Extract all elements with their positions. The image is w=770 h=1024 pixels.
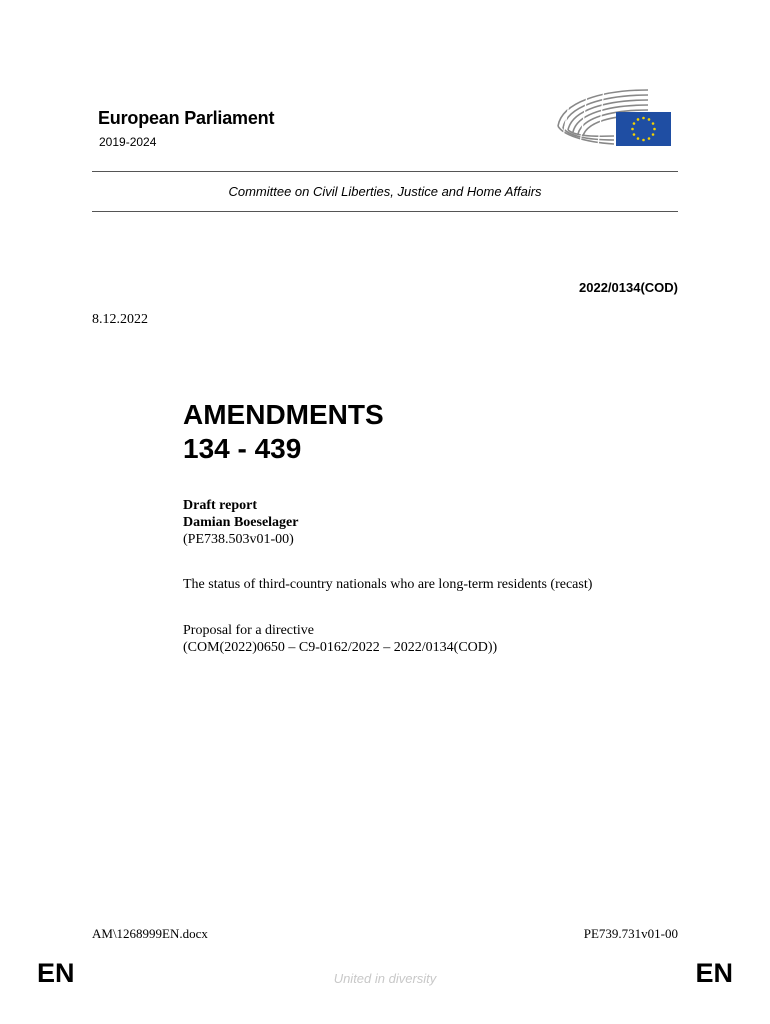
european-parliament-logo-icon	[552, 84, 672, 148]
header-divider-bottom	[92, 211, 678, 212]
procedure-reference: 2022/0134(COD)	[579, 280, 678, 295]
committee-name: Committee on Civil Liberties, Justice and Home Affairs	[228, 184, 542, 199]
pe-number: PE739.731v01-00	[583, 926, 678, 941]
subject-title: The status of third-country nationals who are long-term residents (recast)	[183, 577, 593, 592]
amendments-range: 134 - 439	[183, 433, 302, 464]
proposal-references: (COM(2022)0650 – C9-0162/2022 – 2022/0134(COD))	[183, 640, 498, 655]
report-pe-reference: (PE738.503v01-00)	[183, 532, 294, 547]
language-code-left: EN	[37, 958, 75, 988]
eu-motto: United in diversity	[333, 971, 437, 986]
report-block	[183, 497, 298, 548]
institution-name: European Parliament	[98, 108, 275, 128]
parliamentary-term: 2019-2024	[99, 135, 157, 149]
header-divider-top	[92, 171, 678, 172]
report-type: Draft report	[183, 498, 257, 513]
proposal-block	[183, 622, 497, 656]
language-code-right: EN	[695, 958, 733, 988]
document-date: 8.12.2022	[92, 312, 148, 327]
amendments-label: AMENDMENTS	[183, 399, 384, 430]
proposal-label: Proposal for a directive	[183, 623, 315, 638]
rapporteur-name: Damian Boeselager	[183, 515, 299, 530]
amendments-heading	[183, 398, 384, 466]
document-filename: AM\1268999EN.docx	[92, 926, 208, 941]
